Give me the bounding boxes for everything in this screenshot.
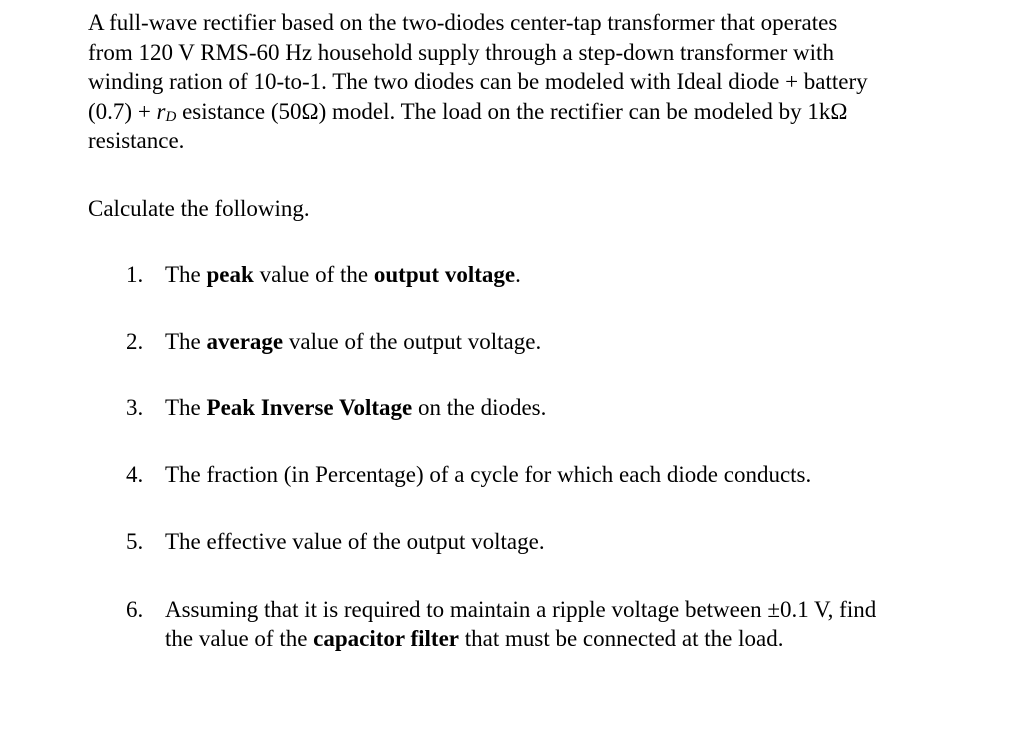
item-bold-term: capacitor filter [313,626,459,651]
item-text-part: the value of the [165,626,314,651]
statement-line: winding ration of 10-to-1. The two diodes can be modeled with Ideal diode + battery [88,69,868,94]
statement-text: (0.7) + [88,98,157,124]
item-text: The effective value of the output voltage. [165,529,545,554]
item-text-part: value of the output voltage. [283,329,542,354]
diode-resistance-symbol: r [156,98,166,124]
item-text-part: The [165,262,207,287]
item-text [165,260,521,289]
item-text-part: . [515,262,521,287]
item-number: 6. [126,597,144,622]
diode-resistance-subscript: D [165,108,177,125]
item-number: 3. [126,395,144,420]
statement-line: A full-wave rectifier based on the two-diodes center-tap transformer that operates [88,10,838,35]
item-text-part: on the diodes. [412,395,547,420]
statement-line [88,97,968,127]
instruction-text: Calculate the following. [88,196,310,221]
item-text-part: The [165,395,207,420]
statement-line: from 120 V RMS-60 Hz household supply through a step-down transformer with [88,39,834,65]
item-number: 1. [126,262,144,287]
item-text [165,595,876,653]
item-text: The fraction (in Percentage) of a cycle for which each diode conducts. [165,462,812,487]
item-bold-term: Peak Inverse Voltage [206,395,413,420]
item-text-part: that must be connected at the load. [459,626,784,651]
statement-line: resistance. [88,128,185,153]
statement-text: esistance (50Ω) model. The load on the rectifier can be modeled by 1kΩ [176,98,848,124]
item-number: 2. [126,329,144,354]
item-text-part: The [165,329,207,354]
item-bold-term: average [206,329,284,354]
item-bold-term: output voltage [373,262,516,287]
item-bold-term: peak [206,262,254,287]
item-number: 4. [126,462,144,487]
problem-statement [88,8,968,156]
item-text [165,393,546,422]
item-number: 5. [126,529,144,554]
item-text-line: Assuming that it is required to maintain a ripple voltage between ±0.1 V, find [165,597,877,622]
item-text-line [165,624,876,653]
item-text [165,327,541,356]
item-text-part: value of the [253,262,374,287]
